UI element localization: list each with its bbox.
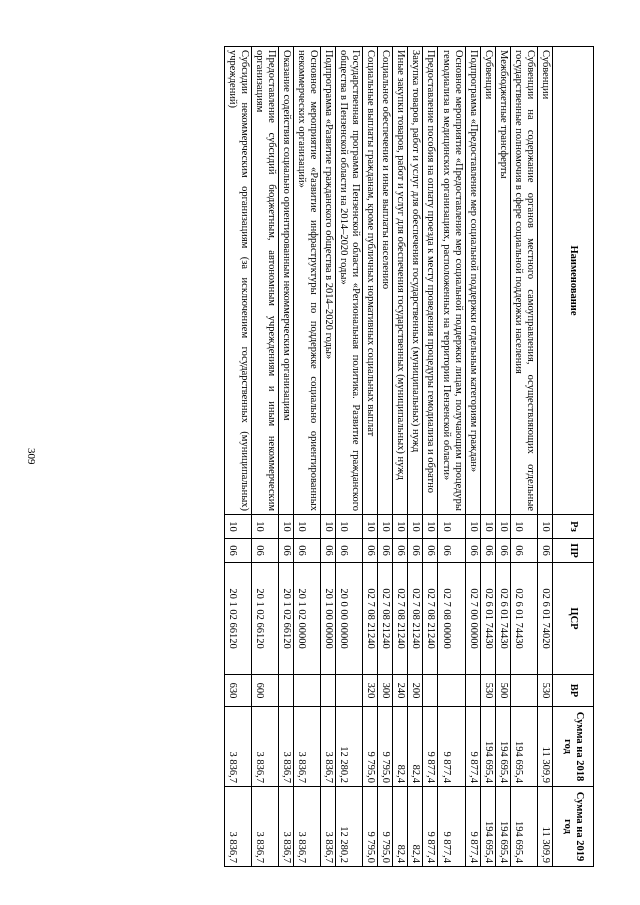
name-cell: Государственная программа Пензенской области «Региональная политика. Развитие гражданского общества в Пензенской области на 2014–2020 годы» xyxy=(336,47,363,515)
csr-cell: 20 0 00 00000 xyxy=(336,563,363,675)
pr-cell: 06 xyxy=(224,539,251,563)
rz-cell: 10 xyxy=(321,515,336,539)
header-sum-2018: Сумма на 2018 год xyxy=(553,707,594,787)
rz-cell: 10 xyxy=(510,515,537,539)
vr-cell: 320 xyxy=(363,675,378,707)
rz-cell: 10 xyxy=(378,515,393,539)
sum-2018-cell: 82,4 xyxy=(393,707,408,787)
vr-cell: 500 xyxy=(495,675,510,707)
name-cell: Предоставление субсидий бюджетным, автономным учреждениям и иным некоммерческим организациям xyxy=(251,47,278,515)
csr-cell: 02 7 08 21240 xyxy=(378,563,393,675)
sum-2019-cell: 3 836,7 xyxy=(293,787,320,867)
csr-cell: 02 6 01 74430 xyxy=(495,563,510,675)
pr-cell: 06 xyxy=(465,539,480,563)
header-sum-2019: Сумма на 2019 год xyxy=(553,787,594,867)
rz-cell: 10 xyxy=(224,515,251,539)
sum-2019-cell: 3 836,7 xyxy=(321,787,336,867)
vr-cell xyxy=(336,675,363,707)
vr-cell: 240 xyxy=(393,675,408,707)
sum-2018-cell: 3 836,7 xyxy=(224,707,251,787)
rz-cell: 10 xyxy=(537,515,552,539)
sum-2018-cell: 9 877,4 xyxy=(438,707,465,787)
sum-2018-cell: 9 795,0 xyxy=(363,707,378,787)
sum-2019-cell: 82,4 xyxy=(408,787,423,867)
name-cell: Субсидии некоммерческим организациям (за исключением государственных (муниципальных) учреждений) xyxy=(224,47,251,515)
rz-cell: 10 xyxy=(408,515,423,539)
name-cell: Субвенции xyxy=(537,47,552,515)
rz-cell: 10 xyxy=(423,515,438,539)
rz-cell: 10 xyxy=(336,515,363,539)
csr-cell: 20 1 02 66120 xyxy=(224,563,251,675)
csr-cell: 02 6 01 74430 xyxy=(480,563,495,675)
table-row xyxy=(393,47,408,867)
name-cell: Субвенции xyxy=(480,47,495,515)
name-cell: Подпрограмма «Развитие гражданского общества в 2014–2020 годы» xyxy=(321,47,336,515)
table-row xyxy=(465,47,480,867)
table-row xyxy=(423,47,438,867)
table-row xyxy=(408,47,423,867)
name-cell: Субвенции на содержание органов местного самоуправления, осуществляющих отдельные государственные полномочия в сфере социальной поддержки населения xyxy=(510,47,537,515)
header-vr: ВР xyxy=(553,675,594,707)
vr-cell xyxy=(293,675,320,707)
pr-cell: 06 xyxy=(537,539,552,563)
sum-2019-cell: 3 836,7 xyxy=(251,787,278,867)
table-row xyxy=(321,47,336,867)
csr-cell: 02 7 08 21240 xyxy=(393,563,408,675)
pr-cell: 06 xyxy=(495,539,510,563)
vr-cell: 530 xyxy=(537,675,552,707)
table-row xyxy=(537,47,552,867)
vr-cell xyxy=(438,675,465,707)
table-row xyxy=(293,47,320,867)
table-row xyxy=(224,47,251,867)
sum-2018-cell: 82,4 xyxy=(408,707,423,787)
sum-2018-cell: 3 836,7 xyxy=(321,707,336,787)
sum-2019-cell: 9 877,4 xyxy=(423,787,438,867)
vr-cell: 200 xyxy=(408,675,423,707)
sum-2019-cell: 194 695,4 xyxy=(480,787,495,867)
table-row xyxy=(510,47,537,867)
vr-cell xyxy=(510,675,537,707)
table-row xyxy=(438,47,465,867)
vr-cell: 630 xyxy=(224,675,251,707)
sum-2019-cell: 9 795,0 xyxy=(378,787,393,867)
vr-cell: 600 xyxy=(251,675,278,707)
sum-2018-cell: 3 836,7 xyxy=(251,707,278,787)
vr-cell xyxy=(423,675,438,707)
sum-2019-cell: 82,4 xyxy=(393,787,408,867)
vr-cell: 300 xyxy=(378,675,393,707)
sum-2018-cell: 194 695,4 xyxy=(480,707,495,787)
sum-2018-cell: 9 877,4 xyxy=(423,707,438,787)
pr-cell: 06 xyxy=(363,539,378,563)
name-cell: Основное мероприятие «Развитие инфраструктуры по поддержке социально ориентированных некоммерческих организаций» xyxy=(293,47,320,515)
sum-2019-cell: 194 695,4 xyxy=(495,787,510,867)
csr-cell: 02 7 08 21240 xyxy=(408,563,423,675)
table-row xyxy=(278,47,293,867)
rz-cell: 10 xyxy=(251,515,278,539)
csr-cell: 02 7 08 00000 xyxy=(438,563,465,675)
name-cell: Оказание содействия социально ориентированным некоммерческим организациям xyxy=(278,47,293,515)
csr-cell: 02 6 01 74430 xyxy=(510,563,537,675)
csr-cell: 20 1 02 66120 xyxy=(278,563,293,675)
rz-cell: 10 xyxy=(480,515,495,539)
name-cell: Иные закупки товаров, работ и услуг для обеспечения государственных (муниципальных) нужд xyxy=(393,47,408,515)
pr-cell: 06 xyxy=(321,539,336,563)
pr-cell: 06 xyxy=(293,539,320,563)
pr-cell: 06 xyxy=(378,539,393,563)
sum-2018-cell: 194 695,4 xyxy=(510,707,537,787)
vr-cell xyxy=(465,675,480,707)
sum-2018-cell: 12 280,2 xyxy=(336,707,363,787)
sum-2018-cell: 9 795,0 xyxy=(378,707,393,787)
header-pr: ПР xyxy=(553,539,594,563)
table-row xyxy=(480,47,495,867)
rz-cell: 10 xyxy=(465,515,480,539)
csr-cell: 02 7 08 21240 xyxy=(363,563,378,675)
sum-2018-cell: 11 309,9 xyxy=(537,707,552,787)
header-rz: Рз xyxy=(553,515,594,539)
name-cell: Основное мероприятие «Предоставление мер социальной поддержки лицам, получающим процедуры гемодиализа в медицинских организациях, расположенных на территории Пензенской области» xyxy=(438,47,465,515)
sum-2019-cell: 3 836,7 xyxy=(224,787,251,867)
pr-cell: 06 xyxy=(438,539,465,563)
rz-cell: 10 xyxy=(293,515,320,539)
name-cell: Межбюджетные трансферты xyxy=(495,47,510,515)
rz-cell: 10 xyxy=(495,515,510,539)
name-cell: Социальные выплаты гражданам, кроме публичных нормативных социальных выплат xyxy=(363,47,378,515)
vr-cell: 530 xyxy=(480,675,495,707)
csr-cell: 02 6 01 74020 xyxy=(537,563,552,675)
table-row xyxy=(363,47,378,867)
pr-cell: 06 xyxy=(393,539,408,563)
pr-cell: 06 xyxy=(251,539,278,563)
rz-cell: 10 xyxy=(278,515,293,539)
vr-cell xyxy=(321,675,336,707)
sum-2019-cell: 9 877,4 xyxy=(465,787,480,867)
rz-cell: 10 xyxy=(363,515,378,539)
vr-cell xyxy=(278,675,293,707)
pr-cell: 06 xyxy=(278,539,293,563)
pr-cell: 06 xyxy=(336,539,363,563)
pr-cell: 06 xyxy=(510,539,537,563)
page-number: 309 xyxy=(25,448,37,465)
table-header-row xyxy=(553,47,594,867)
sum-2019-cell: 12 280,2 xyxy=(336,787,363,867)
csr-cell: 20 1 02 66120 xyxy=(251,563,278,675)
header-name: Наименование xyxy=(553,47,594,515)
sum-2019-cell: 194 695,4 xyxy=(510,787,537,867)
table-body xyxy=(224,47,552,867)
rotated-budget-table-container xyxy=(74,46,594,866)
sum-2018-cell: 3 836,7 xyxy=(293,707,320,787)
rz-cell: 10 xyxy=(393,515,408,539)
sum-2018-cell: 9 877,4 xyxy=(465,707,480,787)
sum-2019-cell: 3 836,7 xyxy=(278,787,293,867)
sum-2018-cell: 3 836,7 xyxy=(278,707,293,787)
pr-cell: 06 xyxy=(408,539,423,563)
pr-cell: 06 xyxy=(423,539,438,563)
header-csr: ЦСР xyxy=(553,563,594,675)
csr-cell: 20 1 02 00000 xyxy=(293,563,320,675)
name-cell: Социальное обеспечение и иные выплаты населению xyxy=(378,47,393,515)
table-row xyxy=(378,47,393,867)
csr-cell: 02 7 00 00000 xyxy=(465,563,480,675)
name-cell: Закупка товаров, работ и услуг для обеспечения государственных (муниципальных) нужд xyxy=(408,47,423,515)
sum-2019-cell: 9 795,0 xyxy=(363,787,378,867)
table-row xyxy=(495,47,510,867)
sum-2019-cell: 9 877,4 xyxy=(438,787,465,867)
budget-table xyxy=(224,46,594,867)
sum-2019-cell: 11 309,9 xyxy=(537,787,552,867)
pr-cell: 06 xyxy=(480,539,495,563)
csr-cell: 20 1 00 00000 xyxy=(321,563,336,675)
table-row xyxy=(251,47,278,867)
sum-2018-cell: 194 695,4 xyxy=(495,707,510,787)
name-cell: Предоставление пособия на оплату проезда к месту проведения процедуры гемодиализа и обратно xyxy=(423,47,438,515)
rz-cell: 10 xyxy=(438,515,465,539)
table-row xyxy=(336,47,363,867)
name-cell: Подпрограмма «Предоставление мер социальной поддержки отдельным категориям граждан» xyxy=(465,47,480,515)
csr-cell: 02 7 08 21240 xyxy=(423,563,438,675)
